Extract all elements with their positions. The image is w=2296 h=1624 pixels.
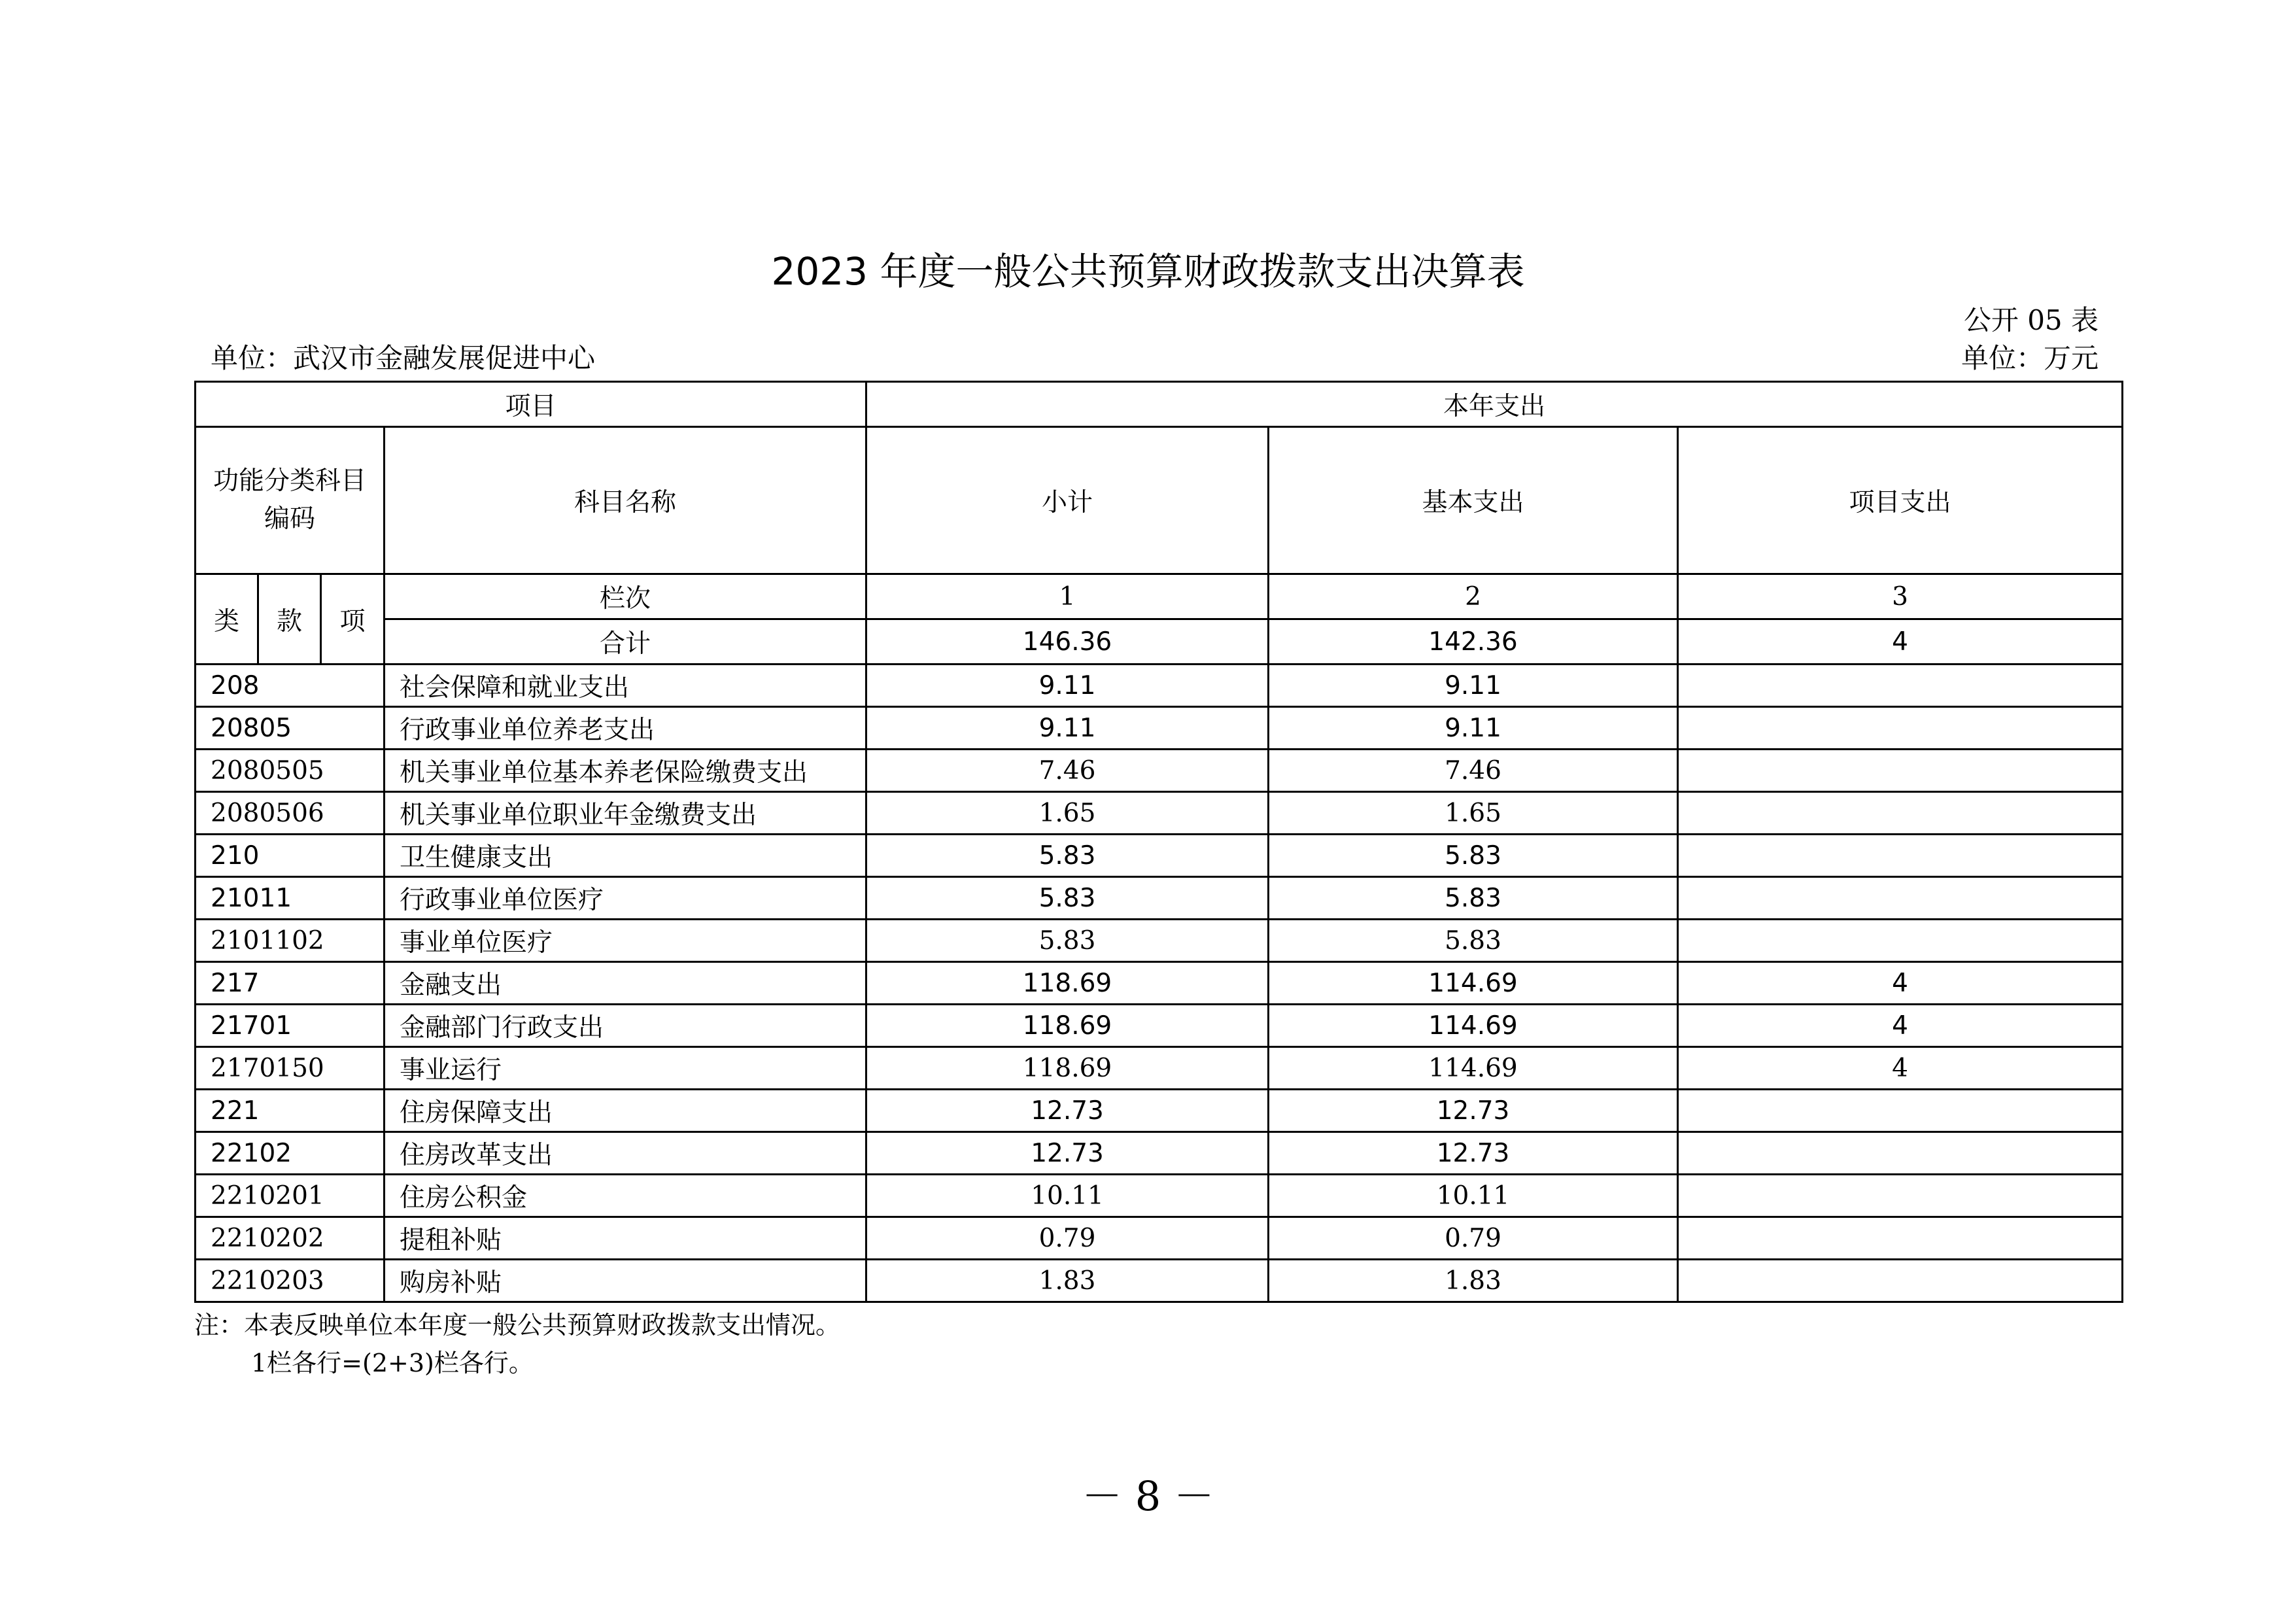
row-basic: 7.46: [1269, 750, 1678, 792]
row-subtotal: 7.46: [866, 750, 1269, 792]
row-code: 2210203: [196, 1260, 385, 1302]
table-row: [196, 707, 2123, 750]
row-project: [1678, 707, 2123, 750]
table-row: [196, 792, 2123, 835]
table-row: [196, 1260, 2123, 1302]
row-subject-name: 事业单位医疗: [385, 920, 866, 962]
header-row-1: [196, 382, 2123, 427]
row-subject-name: 住房改革支出: [385, 1132, 866, 1175]
table-row: [196, 665, 2123, 707]
header-basic: 基本支出: [1269, 427, 1678, 574]
unit-organization: 单位：武汉市金融发展促进中心: [211, 342, 596, 374]
total-row: [196, 619, 2123, 665]
table-row: [196, 835, 2123, 877]
row-subject-name: 机关事业单位职业年金缴费支出: [385, 792, 866, 835]
row-subtotal: 118.69: [866, 1005, 1269, 1047]
row-code: 21011: [196, 877, 385, 920]
row-subject-name: 住房保障支出: [385, 1090, 866, 1132]
header-subject-name: 科目名称: [385, 427, 866, 574]
header-col3: 3: [1678, 574, 2123, 619]
header-col1: 1: [866, 574, 1269, 619]
row-code: 2210201: [196, 1175, 385, 1217]
header-xiang: 项: [321, 574, 385, 665]
row-basic: 12.73: [1269, 1132, 1678, 1175]
row-basic: 12.73: [1269, 1090, 1678, 1132]
header-col2: 2: [1269, 574, 1678, 619]
table-row: [196, 962, 2123, 1005]
row-subtotal: 12.73: [866, 1090, 1269, 1132]
header-func-code: 功能分类科目编码: [196, 427, 385, 574]
row-project: [1678, 1217, 2123, 1260]
table-row: [196, 1047, 2123, 1090]
table-row: [196, 1217, 2123, 1260]
header-subtotal: 小计: [866, 427, 1269, 574]
row-subject-name: 行政事业单位医疗: [385, 877, 866, 920]
row-basic: 9.11: [1269, 707, 1678, 750]
row-code: 2210202: [196, 1217, 385, 1260]
form-number: 公开 05 表: [1963, 304, 2099, 336]
row-basic: 114.69: [1269, 1005, 1678, 1047]
total-project: 4: [1678, 619, 2123, 665]
row-code: 21701: [196, 1005, 385, 1047]
row-basic: 0.79: [1269, 1217, 1678, 1260]
page-number: － 8 －: [1082, 1472, 1214, 1520]
row-project: [1678, 750, 2123, 792]
note-line-2: 1栏各行=(2+3)栏各行。: [251, 1349, 534, 1377]
table-row: [196, 1090, 2123, 1132]
header-row-2: [196, 427, 2123, 574]
row-code: 221: [196, 1090, 385, 1132]
row-basic: 1.65: [1269, 792, 1678, 835]
header-lei: 类: [196, 574, 258, 665]
unit-currency: 单位：万元: [1961, 342, 2099, 374]
row-subject-name: 卫生健康支出: [385, 835, 866, 877]
row-basic: 9.11: [1269, 665, 1678, 707]
row-basic: 5.83: [1269, 877, 1678, 920]
row-project: [1678, 1090, 2123, 1132]
table-row: [196, 1005, 2123, 1047]
row-subject-name: 金融支出: [385, 962, 866, 1005]
row-code: 2101102: [196, 920, 385, 962]
row-subtotal: 0.79: [866, 1217, 1269, 1260]
row-code: 210: [196, 835, 385, 877]
row-subject-name: 住房公积金: [385, 1175, 866, 1217]
table-row: [196, 1132, 2123, 1175]
row-code: 2080506: [196, 792, 385, 835]
row-subject-name: 机关事业单位基本养老保险缴费支出: [385, 750, 866, 792]
total-basic: 142.36: [1269, 619, 1678, 665]
row-basic: 114.69: [1269, 962, 1678, 1005]
row-subtotal: 118.69: [866, 962, 1269, 1005]
row-code: 2170150: [196, 1047, 385, 1090]
row-project: [1678, 1175, 2123, 1217]
row-basic: 5.83: [1269, 920, 1678, 962]
row-code: 22102: [196, 1132, 385, 1175]
row-subject-name: 提租补贴: [385, 1217, 866, 1260]
total-label: 合计: [385, 619, 866, 665]
header-column-no: 栏次: [385, 574, 866, 619]
row-subtotal: 5.83: [866, 835, 1269, 877]
row-project: [1678, 1260, 2123, 1302]
expenditure-table: [194, 381, 2123, 1303]
row-project: 4: [1678, 1047, 2123, 1090]
row-project: [1678, 877, 2123, 920]
total-subtotal: 146.36: [866, 619, 1269, 665]
note-line-1: 注：本表反映单位本年度一般公共预算财政拨款支出情况。: [194, 1311, 841, 1339]
row-code: 208: [196, 665, 385, 707]
table-row: [196, 920, 2123, 962]
row-subtotal: 10.11: [866, 1175, 1269, 1217]
row-subject-name: 行政事业单位养老支出: [385, 707, 866, 750]
row-subject-name: 购房补贴: [385, 1260, 866, 1302]
row-basic: 1.83: [1269, 1260, 1678, 1302]
row-project: [1678, 920, 2123, 962]
row-subtotal: 5.83: [866, 877, 1269, 920]
table-row: [196, 1175, 2123, 1217]
row-basic: 5.83: [1269, 835, 1678, 877]
row-project: [1678, 1132, 2123, 1175]
row-code: 20805: [196, 707, 385, 750]
row-project: 4: [1678, 962, 2123, 1005]
row-subtotal: 12.73: [866, 1132, 1269, 1175]
row-subject-name: 事业运行: [385, 1047, 866, 1090]
header-current-year: 本年支出: [866, 382, 2123, 427]
header-kuan: 款: [258, 574, 321, 665]
row-subtotal: 1.83: [866, 1260, 1269, 1302]
row-subtotal: 118.69: [866, 1047, 1269, 1090]
header-project: 项目支出: [1678, 427, 2123, 574]
row-subtotal: 9.11: [866, 665, 1269, 707]
row-subtotal: 9.11: [866, 707, 1269, 750]
row-subject-name: 社会保障和就业支出: [385, 665, 866, 707]
row-project: [1678, 792, 2123, 835]
row-subtotal: 5.83: [866, 920, 1269, 962]
row-basic: 114.69: [1269, 1047, 1678, 1090]
row-project: [1678, 835, 2123, 877]
table-row: [196, 750, 2123, 792]
header-row-3: [196, 574, 2123, 619]
table-row: [196, 877, 2123, 920]
row-subtotal: 1.65: [866, 792, 1269, 835]
row-basic: 10.11: [1269, 1175, 1678, 1217]
row-project: [1678, 665, 2123, 707]
header-item: 项目: [196, 382, 866, 427]
row-subject-name: 金融部门行政支出: [385, 1005, 866, 1047]
row-code: 2080505: [196, 750, 385, 792]
row-project: 4: [1678, 1005, 2123, 1047]
row-code: 217: [196, 962, 385, 1005]
page-title: 2023 年度一般公共预算财政拨款支出决算表: [771, 249, 1525, 294]
